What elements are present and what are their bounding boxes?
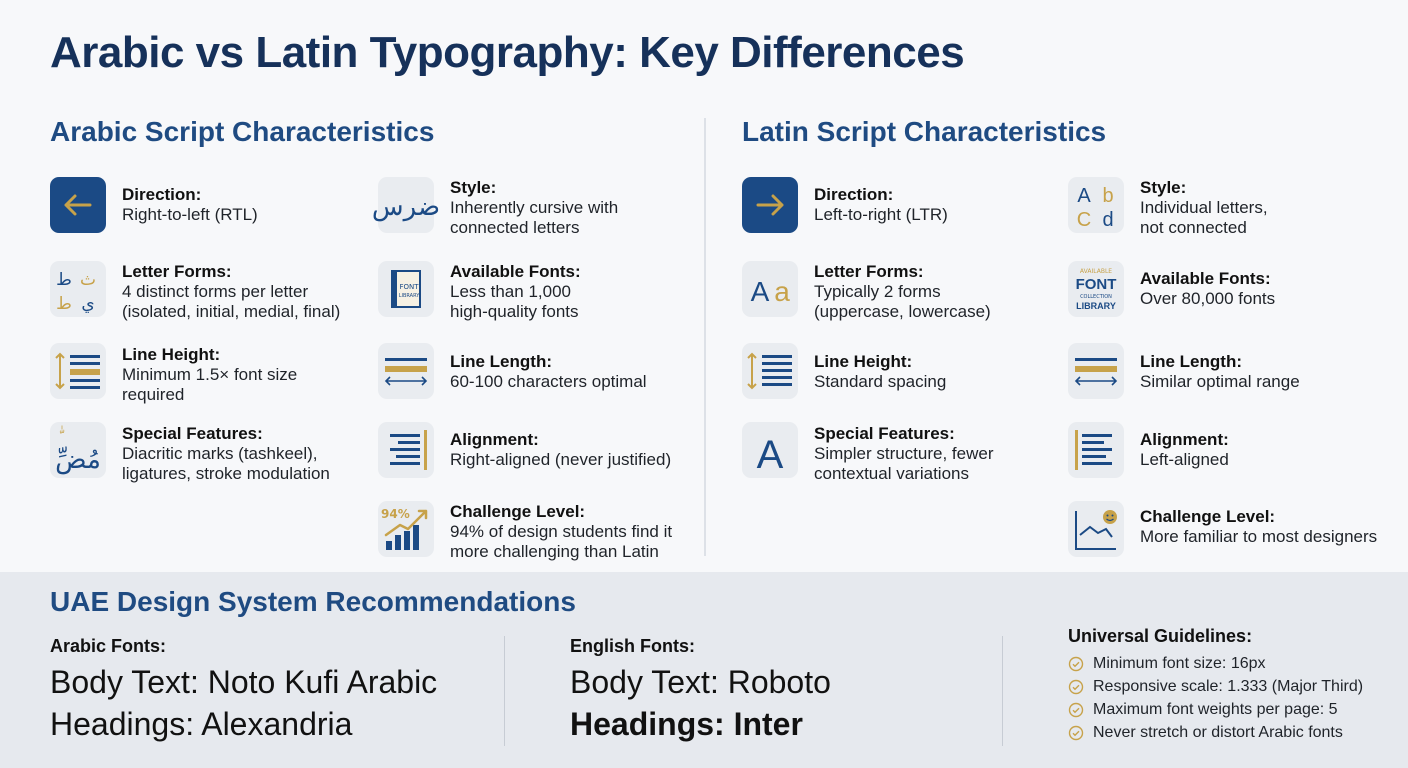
latin-section-heading: Latin Script Characteristics	[742, 116, 1107, 147]
item-desc: Diacritic marks (tashkeel),	[122, 444, 318, 463]
svg-text:C: C	[1076, 209, 1092, 231]
smiley-chart-icon	[1068, 501, 1124, 557]
item-desc: high-quality fonts	[450, 302, 579, 321]
item-title: Direction:	[814, 185, 894, 204]
column-divider	[504, 636, 505, 746]
item-desc: Right-aligned (never justified)	[450, 450, 672, 469]
item-desc: Left-to-right (LTR)	[814, 205, 948, 224]
arabic-available-fonts	[450, 262, 581, 322]
svg-text:b: b	[1102, 185, 1114, 207]
svg-text:ٰ ّ: ٰ ّ	[60, 430, 65, 446]
arabic-section-heading: Arabic Script Characteristics	[50, 116, 435, 147]
line-length-icon	[378, 343, 434, 399]
arrow-left-icon	[50, 177, 106, 233]
item-desc: connected letters	[450, 218, 580, 237]
rising-chart-icon	[378, 501, 434, 557]
svg-text:FONT: FONT	[1075, 276, 1117, 293]
svg-text:ضرس: ضرس	[371, 192, 441, 222]
item-desc: (uppercase, lowercase)	[814, 302, 991, 321]
item-desc: more challenging than Latin	[450, 542, 659, 561]
item-title: Letter Forms:	[122, 262, 232, 281]
arabic-alignment	[450, 430, 671, 470]
arabic-heading-font: Headings: Alexandria	[50, 706, 353, 742]
font-library-icon	[1068, 261, 1124, 317]
align-right-icon	[378, 422, 434, 478]
item-title: Special Features:	[814, 424, 955, 443]
item-desc: 60-100 characters optimal	[450, 372, 647, 391]
svg-text:AVAILABLE: AVAILABLE	[1079, 268, 1113, 275]
check-circle-icon	[1068, 656, 1084, 672]
arabic-style	[450, 178, 618, 238]
check-circle-icon	[1068, 725, 1084, 741]
svg-text:94%: 94%	[381, 507, 410, 521]
item-desc: 4 distinct forms per letter	[122, 282, 309, 301]
line-height-icon	[50, 343, 106, 399]
item-desc: Standard spacing	[814, 372, 947, 391]
svg-text:A: A	[750, 276, 770, 307]
item-title: Line Length:	[1140, 352, 1242, 371]
svg-text:مُضِّ: مُضِّ	[55, 445, 101, 475]
svg-text:LIBRARY: LIBRARY	[398, 293, 420, 299]
item-title: Line Height:	[122, 345, 221, 364]
svg-text:COLLECTION: COLLECTION	[1080, 294, 1112, 300]
letter-a-icon	[742, 422, 798, 478]
item-desc: Simpler structure, fewer	[814, 444, 994, 463]
svg-text:A: A	[1077, 185, 1091, 207]
universal-guidelines-label: Universal Guidelines:	[1068, 626, 1253, 646]
guideline-text: Maximum font weights per page: 5	[1093, 701, 1338, 718]
item-desc: required	[122, 385, 185, 404]
font-book-icon	[378, 261, 434, 317]
uppercase-lowercase-icon	[742, 261, 798, 317]
page-title: Arabic vs Latin Typography: Key Differences	[50, 28, 965, 77]
arabic-line-height	[122, 345, 297, 405]
arabic-special-features	[122, 424, 330, 484]
svg-text:LIBRARY: LIBRARY	[1076, 301, 1116, 311]
svg-text:a: a	[774, 276, 790, 307]
item-title: Challenge Level:	[1140, 507, 1276, 526]
english-fonts-label: English Fonts:	[570, 636, 695, 656]
line-height-icon	[742, 343, 798, 399]
svg-text:d: d	[1102, 209, 1114, 231]
align-left-icon	[1068, 422, 1124, 478]
item-desc: not connected	[1140, 218, 1247, 237]
latin-letter-forms	[814, 262, 991, 322]
item-title: Direction:	[122, 185, 202, 204]
svg-text:FONT: FONT	[399, 283, 419, 291]
svg-text:ي: ي	[81, 294, 95, 314]
item-desc: 94% of design students find it	[450, 522, 673, 541]
svg-text:ط: ط	[56, 270, 72, 290]
item-title: Line Height:	[814, 352, 913, 371]
english-heading-font: Headings: Inter	[570, 706, 803, 742]
item-desc: Typically 2 forms	[814, 282, 941, 301]
arabic-direction	[122, 185, 258, 225]
arrow-right-icon	[742, 177, 798, 233]
check-circle-icon	[1068, 679, 1084, 695]
item-desc: Inherently cursive with	[450, 198, 619, 217]
item-title: Alignment:	[450, 430, 539, 449]
item-title: Line Length:	[450, 352, 552, 371]
item-desc: (isolated, initial, medial, final)	[122, 302, 341, 321]
item-title: Style:	[1140, 178, 1187, 197]
svg-text:ط: ط	[56, 294, 72, 314]
column-divider	[1002, 636, 1003, 746]
item-desc: Left-aligned	[1140, 450, 1229, 469]
item-title: Style:	[450, 178, 497, 197]
item-desc: Over 80,000 fonts	[1140, 289, 1276, 308]
latin-special-features	[814, 424, 994, 484]
item-desc: More familiar to most designers	[1140, 527, 1378, 546]
guideline-text: Never stretch or distort Arabic fonts	[1093, 724, 1343, 741]
guideline-text: Minimum font size: 16px	[1093, 655, 1266, 672]
svg-text:A: A	[756, 433, 784, 477]
arabic-line-length	[450, 352, 647, 392]
item-desc: Minimum 1.5× font size	[122, 365, 298, 384]
latin-style	[1140, 178, 1268, 238]
item-desc: Right-to-left (RTL)	[122, 205, 258, 224]
diacritics-icon	[50, 422, 106, 478]
item-desc: ligatures, stroke modulation	[122, 464, 330, 483]
item-title: Special Features:	[122, 424, 263, 443]
latin-line-height	[814, 352, 946, 392]
english-body-font: Body Text: Roboto	[570, 664, 831, 700]
recommendations-heading: UAE Design System Recommendations	[50, 586, 576, 617]
arabic-fonts-label: Arabic Fonts:	[50, 636, 167, 656]
item-desc: contextual variations	[814, 464, 969, 483]
cursive-script-icon	[371, 177, 441, 233]
item-title: Challenge Level:	[450, 502, 586, 521]
guideline-text: Responsive scale: 1.333 (Major Third)	[1093, 678, 1364, 695]
svg-text:ث: ث	[79, 270, 97, 290]
check-circle-icon	[1068, 702, 1084, 718]
separate-letters-icon	[1068, 177, 1124, 233]
item-desc: Less than 1,000	[450, 282, 571, 301]
latin-available-fonts	[1140, 269, 1275, 309]
item-title: Letter Forms:	[814, 262, 924, 281]
latin-challenge-level	[1140, 507, 1377, 547]
item-title: Alignment:	[1140, 430, 1229, 449]
item-title: Available Fonts:	[450, 262, 581, 281]
arabic-challenge-level	[450, 502, 672, 562]
arabic-body-font: Body Text: Noto Kufi Arabic	[50, 664, 438, 700]
arabic-letter-forms-icon	[50, 261, 106, 317]
item-desc: Individual letters,	[1140, 198, 1268, 217]
line-length-icon	[1068, 343, 1124, 399]
item-title: Available Fonts:	[1140, 269, 1271, 288]
arabic-letter-forms	[122, 262, 340, 322]
item-desc: Similar optimal range	[1140, 372, 1300, 391]
latin-alignment	[1140, 430, 1229, 470]
section-divider	[704, 118, 706, 556]
latin-direction	[814, 185, 948, 225]
latin-line-length	[1140, 352, 1300, 392]
